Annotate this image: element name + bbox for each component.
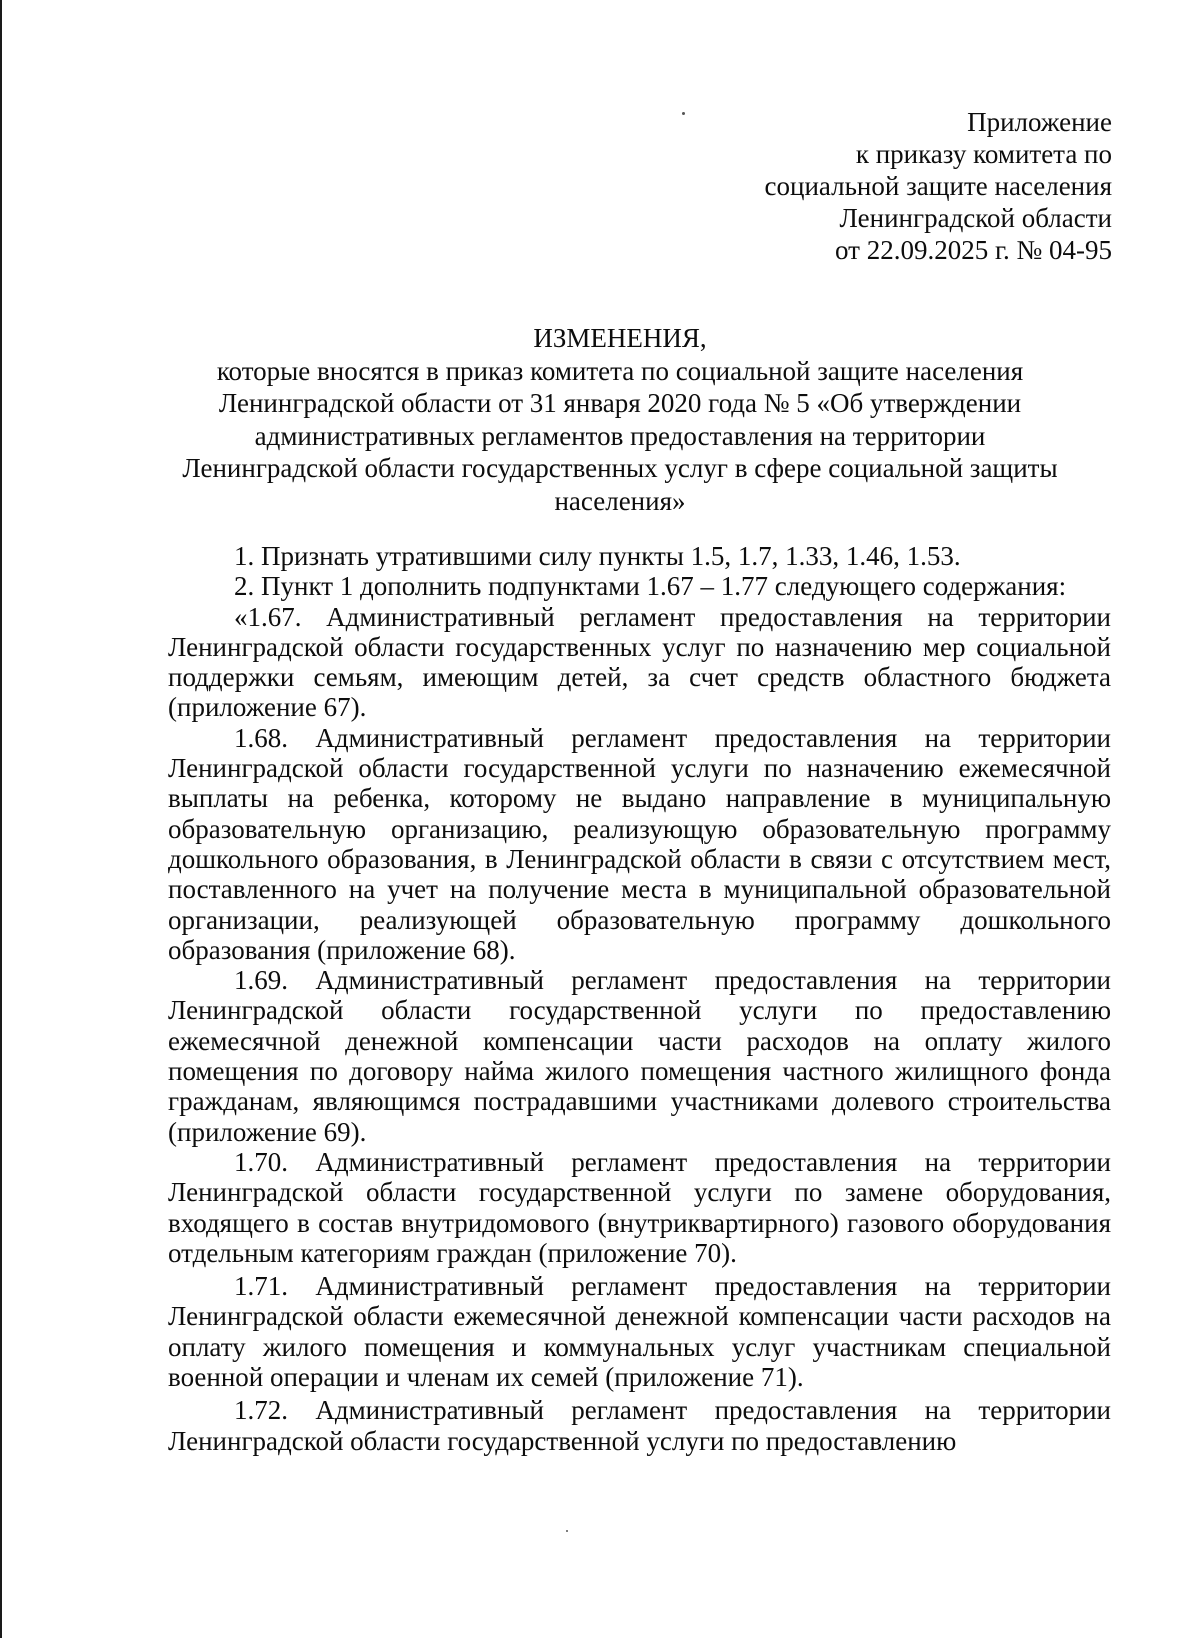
paragraph-1-70: 1.70. Административный регламент предоставления на территории Ленинградской области государственной услуги по замене оборудования, входящего в состав внутридомового (внутриквартирного) газового оборудования отдельным категориям граждан (приложение 70). [168, 1146, 1111, 1268]
scan-speck [682, 112, 685, 115]
approval-line: от 22.09.2025 г. № 04-95 [835, 235, 1112, 265]
document-body [168, 541, 1111, 1456]
scan-speck [566, 1530, 568, 1532]
paragraph-1-72: 1.72. Административный регламент предоставления на территории Ленинградской области государственной услуги по предоставлению [168, 1395, 1111, 1456]
approval-line: социальной защите населения [764, 171, 1112, 201]
paragraph-1-67: «1.67. Административный регламент предоставления на территории Ленинградской области государственных услуг по назначению мер социальной поддержки семьям, имеющим детей, за счет средств областного бюджета (приложение 67). [168, 601, 1111, 723]
heading-line: Ленинградской области государственных услуг в сфере социальной защиты [182, 453, 1058, 483]
heading-line: населения» [554, 485, 686, 516]
heading-line: административных регламентов предоставления на территории [254, 420, 986, 451]
heading-line: Ленинградской области от 31 января 2020 года № 5 «Об утверждении [218, 388, 1022, 418]
paragraph-1-69: 1.69. Административный регламент предоставления на территории Ленинградской области государственной услуги по предоставлению ежемесячной денежной компенсации части расходов на оплату жилого помещения по договору найма жилого помещения частного жилищного фонда гражданам, являющимся пострадавшими участниками долевого строительства (приложение 69). [168, 965, 1111, 1147]
paragraph-item-1: 1. Признать утратившими силу пункты 1.5, 1.7, 1.33, 1.46, 1.53. [234, 541, 961, 571]
document-heading [140, 322, 1100, 517]
approval-line: Приложение [967, 107, 1112, 137]
paragraph-item-2: 2. Пункт 1 дополнить подпунктами 1.67 – 1.77 следующего содержания: [234, 571, 1067, 602]
heading-title: ИЗМЕНЕНИЯ, [533, 323, 707, 353]
heading-line: которые вносятся в приказ комитета по социальной защите населения [216, 355, 1024, 386]
approval-line: к приказу комитета по [855, 139, 1112, 169]
paragraph-1-68: 1.68. Административный регламент предоставления на территории Ленинградской области государственной услуги по назначению ежемесячной выплаты на ребенка, которому не выдано направление в муниципальную образовательную организацию, реализующую образовательную программу дошкольного образования, в Ленинградской области в связи с отсутствием мест, поставленного на учет на получение места в муниципальной образовательной организации, реализующей образовательную программу дошкольного образования (приложение 68). [168, 722, 1111, 965]
approval-line: Ленинградской области [839, 203, 1112, 233]
approval-block [765, 106, 1112, 266]
paragraph-1-71: 1.71. Административный регламент предоставления на территории Ленинградской области ежемесячной денежной компенсации части расходов на оплату жилого помещения и коммунальных услуг участникам специальной военной операции и членам их семей (приложение 71). [168, 1271, 1111, 1393]
